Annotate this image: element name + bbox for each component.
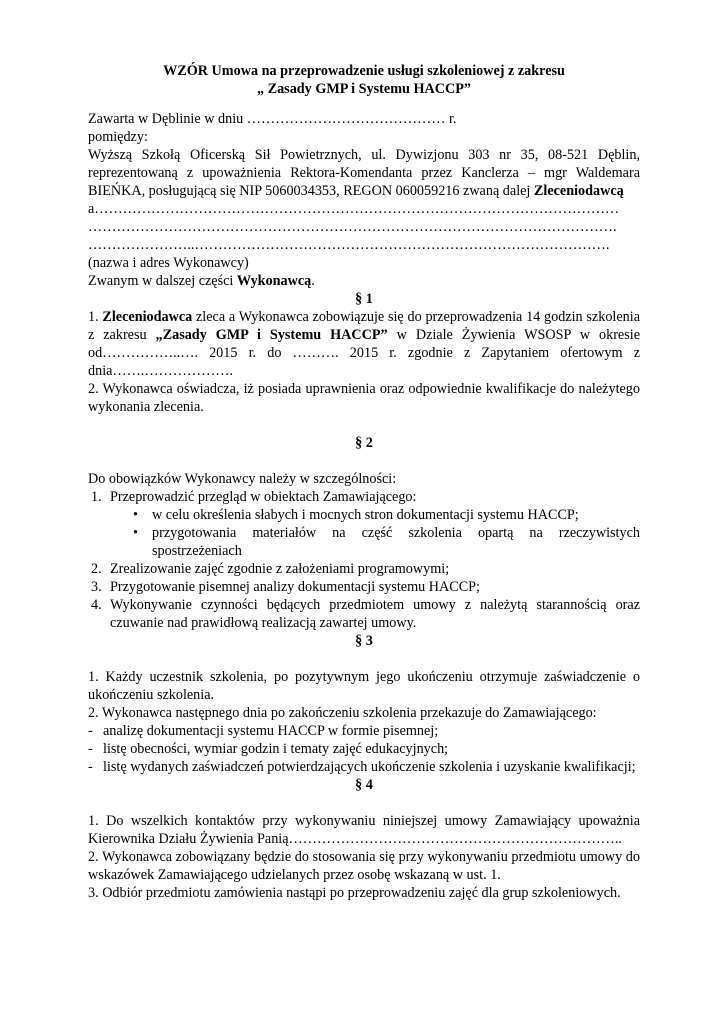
section-4-paragraph-2: 2. Wykonawca zobowiązany będzie do stosowania się przy wykonywaniu przedmiotu umowy do wskazówek Zamawiającego udzielanych przez osobę wskazaną w ust. 1. (88, 849, 640, 883)
between-line: pomiędzy: (88, 129, 148, 145)
bullet-icon: • (133, 507, 138, 523)
s1-p1-num: 1. (88, 309, 103, 325)
called-role: Wykonawcą (236, 273, 312, 289)
dash-item-text: analizę dokumentacji systemu HACCP w formie pisemnej; (103, 723, 439, 739)
s1-p1-bold-2: „Zasady GMP i Systemu HACCP” (155, 327, 388, 343)
section-4-paragraph-1: 1. Do wszelkich kontaktów przy wykonywaniu niniejszej umowy Zamawiający upoważnia Kierownika Działu Żywienia Panią…………………………………………………………….. (88, 813, 640, 847)
section-2-bullets (88, 506, 640, 560)
s1-p1-text-2: w Dziale Żywienia WSOSP w okresie od……………..…. 2015 r. do ………. 2015 r. zgodnie z Zapytaniem ofertowym z dnia…….………………. (88, 327, 640, 379)
dash-marker: - (88, 741, 93, 757)
list-item-text: Zrealizowanie zajęć zgodnie z założeniami programowymi; (110, 561, 450, 577)
list-item (88, 560, 640, 578)
list-item (88, 578, 640, 596)
party1-text: Wyższą Szkołą Oficerską Sił Powietrznych, ul. Dywizjonu 303 nr 35, 08-521 Dęblin, reprezentowaną z upoważnienia Rektora-Komendanta przez Kanclerza – mgr Waldemara BIEŃKA, posługującą się NIP 5060034353, REGON 060059216 zwaną dalej (88, 147, 640, 199)
dots-line-2: …………………..……………………………………………………………………………. (88, 237, 610, 253)
called-prefix: Zwanym w dalszej części (88, 273, 237, 289)
s1-p1-text-1: zleca a Wykonawca zobowiązuje się do przeprowadzenia 14 godzin szkolenia z zakresu (88, 309, 640, 343)
section-2-intro: Do obowiązków Wykonawcy należy w szczególności: (88, 471, 397, 487)
s1-p1-bold-1: Zleceniodawca (102, 309, 193, 325)
and-line: a………………………………………………………………………………………………… (88, 201, 620, 217)
section-2-list-continued (88, 560, 640, 632)
list-item-number: 2. (91, 561, 102, 577)
section-2-list (88, 488, 640, 506)
title-line-1: WZÓR Umowa na przeprowadzenie usługi szkoleniowej z zakresu (163, 63, 565, 79)
party1-role: Zleceniodawcą (533, 183, 624, 199)
party1-paragraph (88, 146, 640, 200)
dash-item (88, 740, 640, 758)
list-item-text: Przeprowadzić przegląd w obiektach Zamawiającego: (110, 489, 417, 505)
section-4-heading: § 4 (355, 777, 373, 793)
section-1 (88, 290, 640, 416)
called-line (88, 272, 640, 290)
section-2-heading: § 2 (355, 435, 373, 451)
dash-item-text: listę wydanych zaświadczeń potwierdzających ukończenie szkolenia i uzyskanie kwalifikacji; (103, 759, 636, 775)
section-4-paragraph-3: 3. Odbiór przedmiotu zamówienia nastąpi po przeprowadzeniu zajęć dla grup szkoleniowych. (88, 885, 621, 901)
intro-section (88, 110, 640, 290)
document-page (88, 62, 640, 902)
dots-line-1: …………………………………………………………………………………………………. (88, 219, 617, 235)
list-item-number: 4. (91, 597, 102, 613)
section-4 (88, 776, 640, 902)
bullet-item (88, 506, 640, 524)
bullet-item (88, 524, 640, 560)
dash-item (88, 758, 640, 776)
list-item (88, 596, 640, 632)
concluded-line: Zawarta w Dęblinie w dniu …………………………………… r. (88, 111, 457, 127)
section-3-paragraph-1: 1. Każdy uczestnik szkolenia, po pozytywnym jego ukończeniu otrzymuje zaświadczenie o ukończeniu szkolenia. (88, 669, 640, 703)
bullet-text: w celu określenia słabych i mocnych stron dokumentacji systemu HACCP; (152, 507, 579, 523)
called-suffix: . (311, 273, 315, 289)
section-3-heading: § 3 (355, 633, 373, 649)
section-3 (88, 632, 640, 776)
document-title (88, 62, 640, 98)
section-1-paragraph-2: 2. Wykonawca oświadcza, iż posiada uprawnienia oraz odpowiednie kwalifikacje do należytego wykonania zlecenia. (88, 381, 640, 415)
section-2 (88, 434, 640, 632)
bullet-text: przygotowania materiałów na część szkolenia opartą na rzeczywistych spostrzeżeniach (152, 525, 640, 559)
list-item-number: 1. (91, 489, 102, 505)
title-line-2: „ Zasady GMP i Systemu HACCP” (256, 81, 471, 97)
dash-marker: - (88, 759, 93, 775)
bullet-icon: • (133, 525, 138, 541)
section-1-heading: § 1 (355, 291, 373, 307)
section-3-paragraph-2: 2. Wykonawca następnego dnia po zakończeniu szkolenia przekazuje do Zamawiającego: (88, 705, 597, 721)
list-item-text: Wykonywanie czynności będących przedmiotem umowy z należytą starannością oraz czuwanie nad prawidłową realizacją zawartej umowy. (110, 597, 640, 631)
section-1-paragraph-1 (88, 308, 640, 380)
section-3-list (88, 722, 640, 776)
dash-item (88, 722, 640, 740)
dash-item-text: listę obecności, wymiar godzin i tematy zajęć edukacyjnych; (103, 741, 449, 757)
list-item-text: Przygotowanie pisemnej analizy dokumentacji systemu HACCP; (110, 579, 480, 595)
list-item (88, 488, 640, 506)
contractor-note: (nazwa i adres Wykonawcy) (88, 255, 249, 271)
list-item-number: 3. (91, 579, 102, 595)
dash-marker: - (88, 723, 93, 739)
